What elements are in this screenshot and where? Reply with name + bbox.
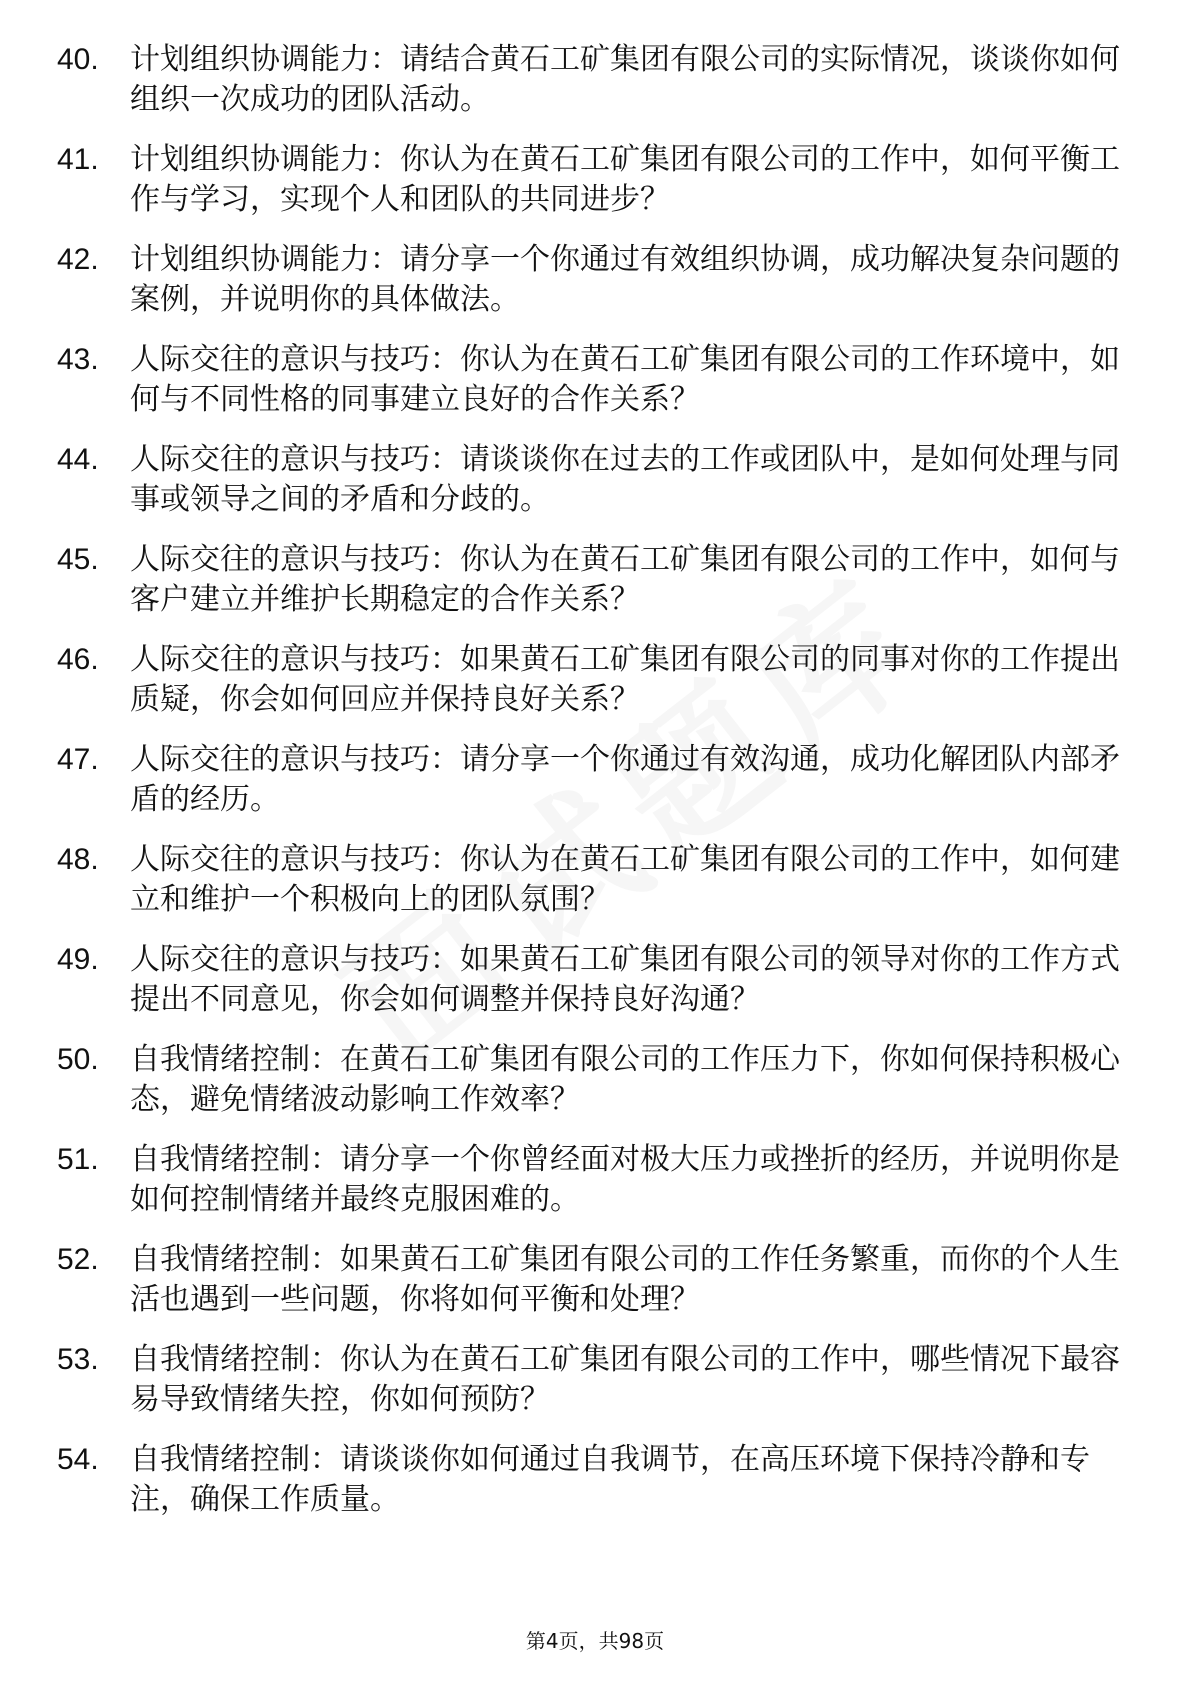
question-number: 46. [57,643,99,676]
question-text: 人际交往的意识与技巧：如果黄石工矿集团有限公司的同事对你的工作提出质疑，你会如何回应并保持良好关系？ [130,642,1120,717]
question-number: 42. [57,243,99,276]
question-text: 人际交往的意识与技巧：请分享一个你通过有效沟通，成功化解团队内部矛盾的经历。 [130,742,1120,817]
question-number: 43. [57,343,99,376]
question-item-46 [0,640,1190,720]
page-footer [0,1628,1190,1654]
question-text: 人际交往的意识与技巧：你认为在黄石工矿集团有限公司的工作环境中，如何与不同性格的同事建立良好的合作关系？ [130,342,1120,417]
question-text: 人际交往的意识与技巧：请谈谈你在过去的工作或团队中，是如何处理与同事或领导之间的矛盾和分歧的。 [130,442,1120,517]
question-number: 51. [57,1143,99,1176]
question-list [0,40,1190,1540]
question-number: 44. [57,443,99,476]
question-item-42 [0,240,1190,320]
question-item-53 [0,1340,1190,1420]
question-item-45 [0,540,1190,620]
page-number-label: 第4页，共98页 [525,1629,665,1653]
question-text: 人际交往的意识与技巧：你认为在黄石工矿集团有限公司的工作中，如何与客户建立并维护长期稳定的合作关系？ [130,542,1120,617]
question-item-52 [0,1240,1190,1320]
question-number: 54. [57,1443,99,1476]
question-text: 自我情绪控制：请谈谈你如何通过自我调节，在高压环境下保持冷静和专注，确保工作质量。 [130,1442,1090,1517]
question-item-40 [0,40,1190,120]
question-text: 计划组织协调能力：请结合黄石工矿集团有限公司的实际情况，谈谈你如何组织一次成功的团队活动。 [130,42,1120,117]
question-number: 47. [57,743,99,776]
question-text: 自我情绪控制：如果黄石工矿集团有限公司的工作任务繁重，而你的个人生活也遇到一些问题，你将如何平衡和处理？ [130,1242,1120,1317]
question-number: 53. [57,1343,99,1376]
question-text: 自我情绪控制：请分享一个你曾经面对极大压力或挫折的经历，并说明你是如何控制情绪并最终克服困难的。 [130,1142,1120,1217]
question-item-41 [0,140,1190,220]
question-number: 50. [57,1043,99,1076]
question-item-49 [0,940,1190,1020]
question-item-43 [0,340,1190,420]
question-item-51 [0,1140,1190,1220]
question-item-48 [0,840,1190,920]
question-text: 自我情绪控制：你认为在黄石工矿集团有限公司的工作中，哪些情况下最容易导致情绪失控，你如何预防？ [130,1342,1120,1417]
question-item-47 [0,740,1190,820]
question-text: 计划组织协调能力：你认为在黄石工矿集团有限公司的工作中，如何平衡工作与学习，实现个人和团队的共同进步？ [130,142,1120,217]
question-number: 40. [57,43,99,76]
question-number: 48. [57,843,99,876]
question-text: 自我情绪控制：在黄石工矿集团有限公司的工作压力下，你如何保持积极心态，避免情绪波动影响工作效率？ [130,1042,1120,1117]
question-item-50 [0,1040,1190,1120]
question-item-44 [0,440,1190,520]
question-text: 人际交往的意识与技巧：你认为在黄石工矿集团有限公司的工作中，如何建立和维护一个积极向上的团队氛围？ [130,842,1120,917]
question-number: 45. [57,543,99,576]
question-item-54 [0,1440,1190,1520]
question-text: 计划组织协调能力：请分享一个你通过有效组织协调，成功解决复杂问题的案例，并说明你的具体做法。 [130,242,1120,317]
question-number: 49. [57,943,99,976]
question-number: 41. [57,143,99,176]
question-text: 人际交往的意识与技巧：如果黄石工矿集团有限公司的领导对你的工作方式提出不同意见，你会如何调整并保持良好沟通？ [130,942,1120,1017]
question-number: 52. [57,1243,99,1276]
